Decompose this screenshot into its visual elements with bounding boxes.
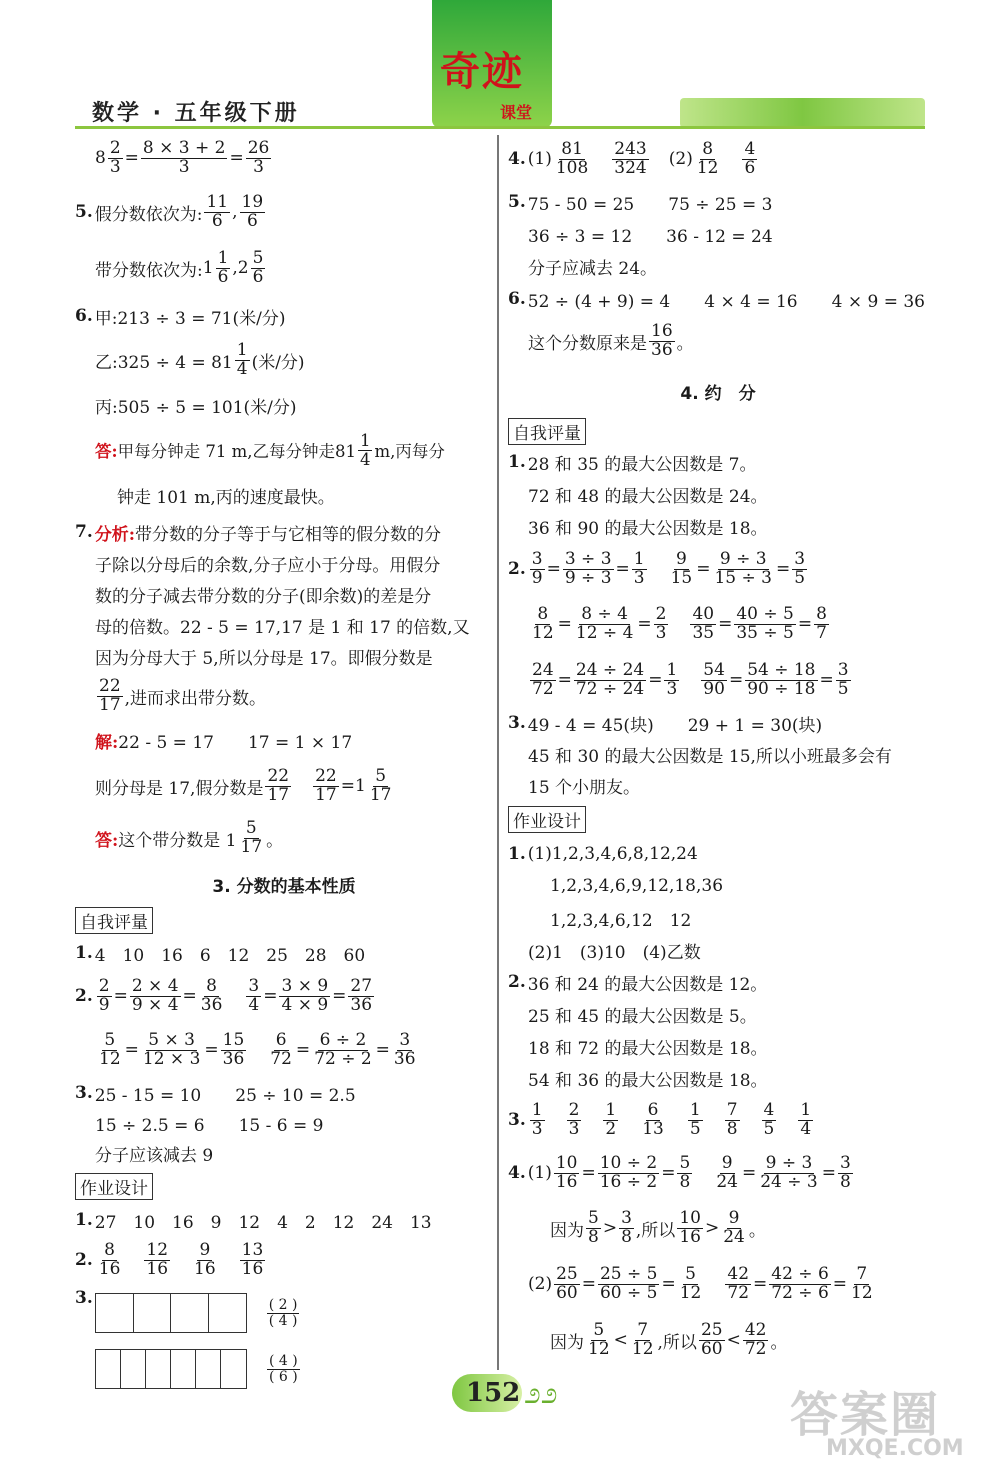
right-column — [508, 132, 928, 1368]
r-h2-l3: 18 和 72 的最大公因数是 18。 — [528, 1038, 768, 1059]
q6-line2: 乙:325 ÷ 4 = 81 1 4 (米/分) — [95, 339, 305, 379]
fraction: $\frac{8 \times 3 + 2}{3}$ — [142, 137, 226, 177]
r-h1-l3: 1,2,3,4,6,12 12 — [550, 910, 692, 931]
fraction-grid-6 — [95, 1349, 247, 1389]
s1-line: 1. 4 10 16 6 12 25 28 60 — [75, 943, 366, 966]
q7-line2: 子除以分母后的余数,分子应小于分母。用假分 — [95, 556, 441, 576]
fraction-grid-4 — [95, 1293, 247, 1333]
r-q5-l3: 分子应减去 24。 — [528, 258, 658, 279]
r-self-eval-label: 自我评量 — [508, 416, 928, 446]
s3-line2: 15 ÷ 2.5 = 6 15 - 6 = 9 — [95, 1115, 324, 1136]
q6-answer: 答: 甲每分钟走 71 m,乙每分钟走81 1 4 m,丙每分 — [95, 431, 445, 469]
q5-line2: 带分数依次为: 1 1 6 , 2 5 6 — [95, 247, 264, 287]
book-title: 数学 · 五年级下册 — [92, 101, 300, 126]
logo-subtext: 课堂 — [500, 103, 533, 122]
r-s1-l1: 1. 28 和 35 的最大公因数是 7。 — [508, 452, 757, 475]
watermark: 答案圈 — [790, 1387, 941, 1443]
r-h4-l1: 4. (1) 10 16 = 10 ÷ 2 16 ÷ 2 = 5 8 9 24 = 9 ÷ 3 24 ÷ 3 = 3 8 — [508, 1152, 851, 1192]
s2-line2: 5 12 = 5 × 3 12 × 3 = 15 36 6 72 = 6 ÷ 2 72 ÷ 2 = 3 36 — [99, 1029, 416, 1069]
q5-line1: 5. 假分数依次为: 11 6 , 19 6 — [75, 191, 264, 231]
h2-line: 2. 8 16 12 16 9 16 13 16 — [75, 1239, 264, 1279]
r-h2-l2: 25 和 45 的最大公因数是 5。 — [528, 1006, 757, 1027]
r-q5-l1: 5. 75 - 50 = 25 75 ÷ 25 = 3 — [508, 192, 773, 215]
r-h4-l2: (2) 25 60 = 25 ÷ 5 60 ÷ 5 = 5 12 42 72 = 42 ÷ 6 72 ÷ 6 = 7 12 — [528, 1263, 873, 1303]
q7-line5: 因为分母大于 5,所以分母是 17。即假分数是 — [95, 649, 433, 669]
self-eval-label: 自我评量 — [75, 904, 493, 936]
watermark-url: MXQE.COM — [826, 1436, 964, 1461]
mixed-fraction-line: 8 $\frac{2}{3}$ = $\frac{8 \times 3 + 2}{3}$ = $\frac{26}{3}$ — [95, 137, 270, 177]
fraction: $\frac{26}{3}$ — [247, 137, 270, 177]
r-s2-r2: 8 12 = 8 ÷ 4 12 ÷ 4 = 2 3 40 35 = 40 ÷ 5 35 ÷ 5 = 8 7 — [532, 603, 827, 643]
r-h1-l1: 1. (1)1,2,3,4,6,8,12,24 — [508, 844, 698, 864]
r-h2-l4: 54 和 36 的最大公因数是 18。 — [528, 1070, 768, 1091]
h1-line: 1. 27 10 16 9 12 4 2 12 24 13 — [75, 1210, 432, 1233]
section-title-4: 4. 约 分 — [680, 383, 756, 404]
s2-line1: 2. 2 9 = 2 × 4 9 × 4 = 8 36 3 4 = 3 × 9 4 × 9 = 27 36 — [75, 975, 373, 1015]
q6-line3: 丙:505 ÷ 5 = 101(米/分) — [95, 397, 297, 418]
r-s3-l3: 15 个小朋友。 — [528, 777, 641, 798]
r-h2-l1: 2. 36 和 24 的最大公因数是 12。 — [508, 972, 768, 995]
q7-line1: 7. 分析: 带分数的分子等于与它相等的假分数的分 — [75, 522, 442, 545]
s3-line3: 分子应该减去 9 — [95, 1145, 214, 1166]
r-s3-l2: 45 和 30 的最大公因数是 15,所以小班最多会有 — [528, 746, 892, 767]
r-s1-l3: 36 和 90 的最大公因数是 18。 — [528, 518, 768, 539]
r-h4-w2: 因为 5 12 < 7 12 ,所以 25 60 < 42 72 。 — [550, 1319, 788, 1359]
section-title-3: 3. 分数的基本性质 — [212, 876, 356, 897]
q7-line6: 22 17 ,进而求出带分数。 — [99, 675, 267, 715]
r-h4-w1: 因为 5 8 > 3 8 ,所以 10 16 > 9 24 。 — [550, 1207, 766, 1247]
header-decoration — [680, 98, 925, 128]
r-q4: 4. (1) 81 108 243 324 (2) 8 12 4 6 — [508, 138, 756, 178]
r-s2-r1: 2. 3 9 = 3 ÷ 3 9 ÷ 3 = 1 3 9 15 = 9 ÷ 3 15 ÷ 3 = 3 5 — [508, 548, 806, 588]
homework-label: 作业设计 — [75, 1168, 493, 1204]
s3-line1: 3. 25 - 15 = 10 25 ÷ 10 = 2.5 — [75, 1083, 356, 1106]
q7-then: 则分母是 17,假分数是 22 17 $\frac{22}{17}$ = 1 5 17 — [95, 765, 392, 805]
r-q6-l1: 6. 52 ÷ (4 + 9) = 4 4 × 4 = 16 4 × 9 = 36 — [508, 289, 925, 312]
r-homework-label: 作业设计 — [508, 800, 928, 838]
q7-line3: 数的分子减去带分数的分子(即余数)的差是分 — [95, 587, 432, 607]
logo-text: 奇迹 — [440, 48, 524, 95]
r-q6-l2: 这个分数原来是 16 36 。 — [528, 320, 694, 360]
swirl-ornament-icon: ೨೨ — [524, 1376, 558, 1411]
r-s1-l2: 72 和 48 的最大公因数是 24。 — [528, 486, 768, 507]
r-h1-l2: 1,2,3,4,6,9,12,18,36 — [550, 876, 724, 896]
h3-row1: 3. ( 2 ) ( 4 ) — [75, 1284, 493, 1342]
header-rule — [75, 126, 925, 129]
q6-line1: 6. 甲:213 ÷ 3 = 71(米/分) — [75, 306, 286, 329]
h3-row2: ( 4 ) ( 6 ) — [75, 1342, 493, 1396]
r-s3-l1: 3. 49 - 4 = 45(块) 29 + 1 = 30(块) — [508, 713, 823, 736]
r-h3: 3. 1 3 2 3 1 2 6 13 1 5 7 8 4 5 1 4 — [508, 1099, 812, 1139]
fraction: $\frac{2}{3}$ — [109, 137, 121, 177]
column-divider — [497, 135, 499, 1370]
left-column — [75, 132, 493, 1396]
r-s2-r3: 24 72 = 24 ÷ 24 72 ÷ 24 = 1 3 54 90 = 54 ÷ 18 90 ÷ 18 = 3 5 — [532, 659, 849, 699]
q7-solution: 解: 22 - 5 = 17 17 = 1 × 17 — [95, 732, 353, 753]
q7-line4: 母的倍数。22 - 5 = 17,17 是 1 和 17 的倍数,又 — [95, 618, 470, 638]
r-q5-l2: 36 ÷ 3 = 12 36 - 12 = 24 — [528, 226, 773, 247]
page-number: 152 — [466, 1378, 521, 1408]
r-h1-l4: (2)1 (3)10 (4)乙数 — [528, 942, 701, 963]
q7-answer: 答: 这个带分数是 1 5 17 。 — [95, 817, 284, 857]
q6-answer-cont: 钟走 101 m,丙的速度最快。 — [117, 487, 335, 508]
